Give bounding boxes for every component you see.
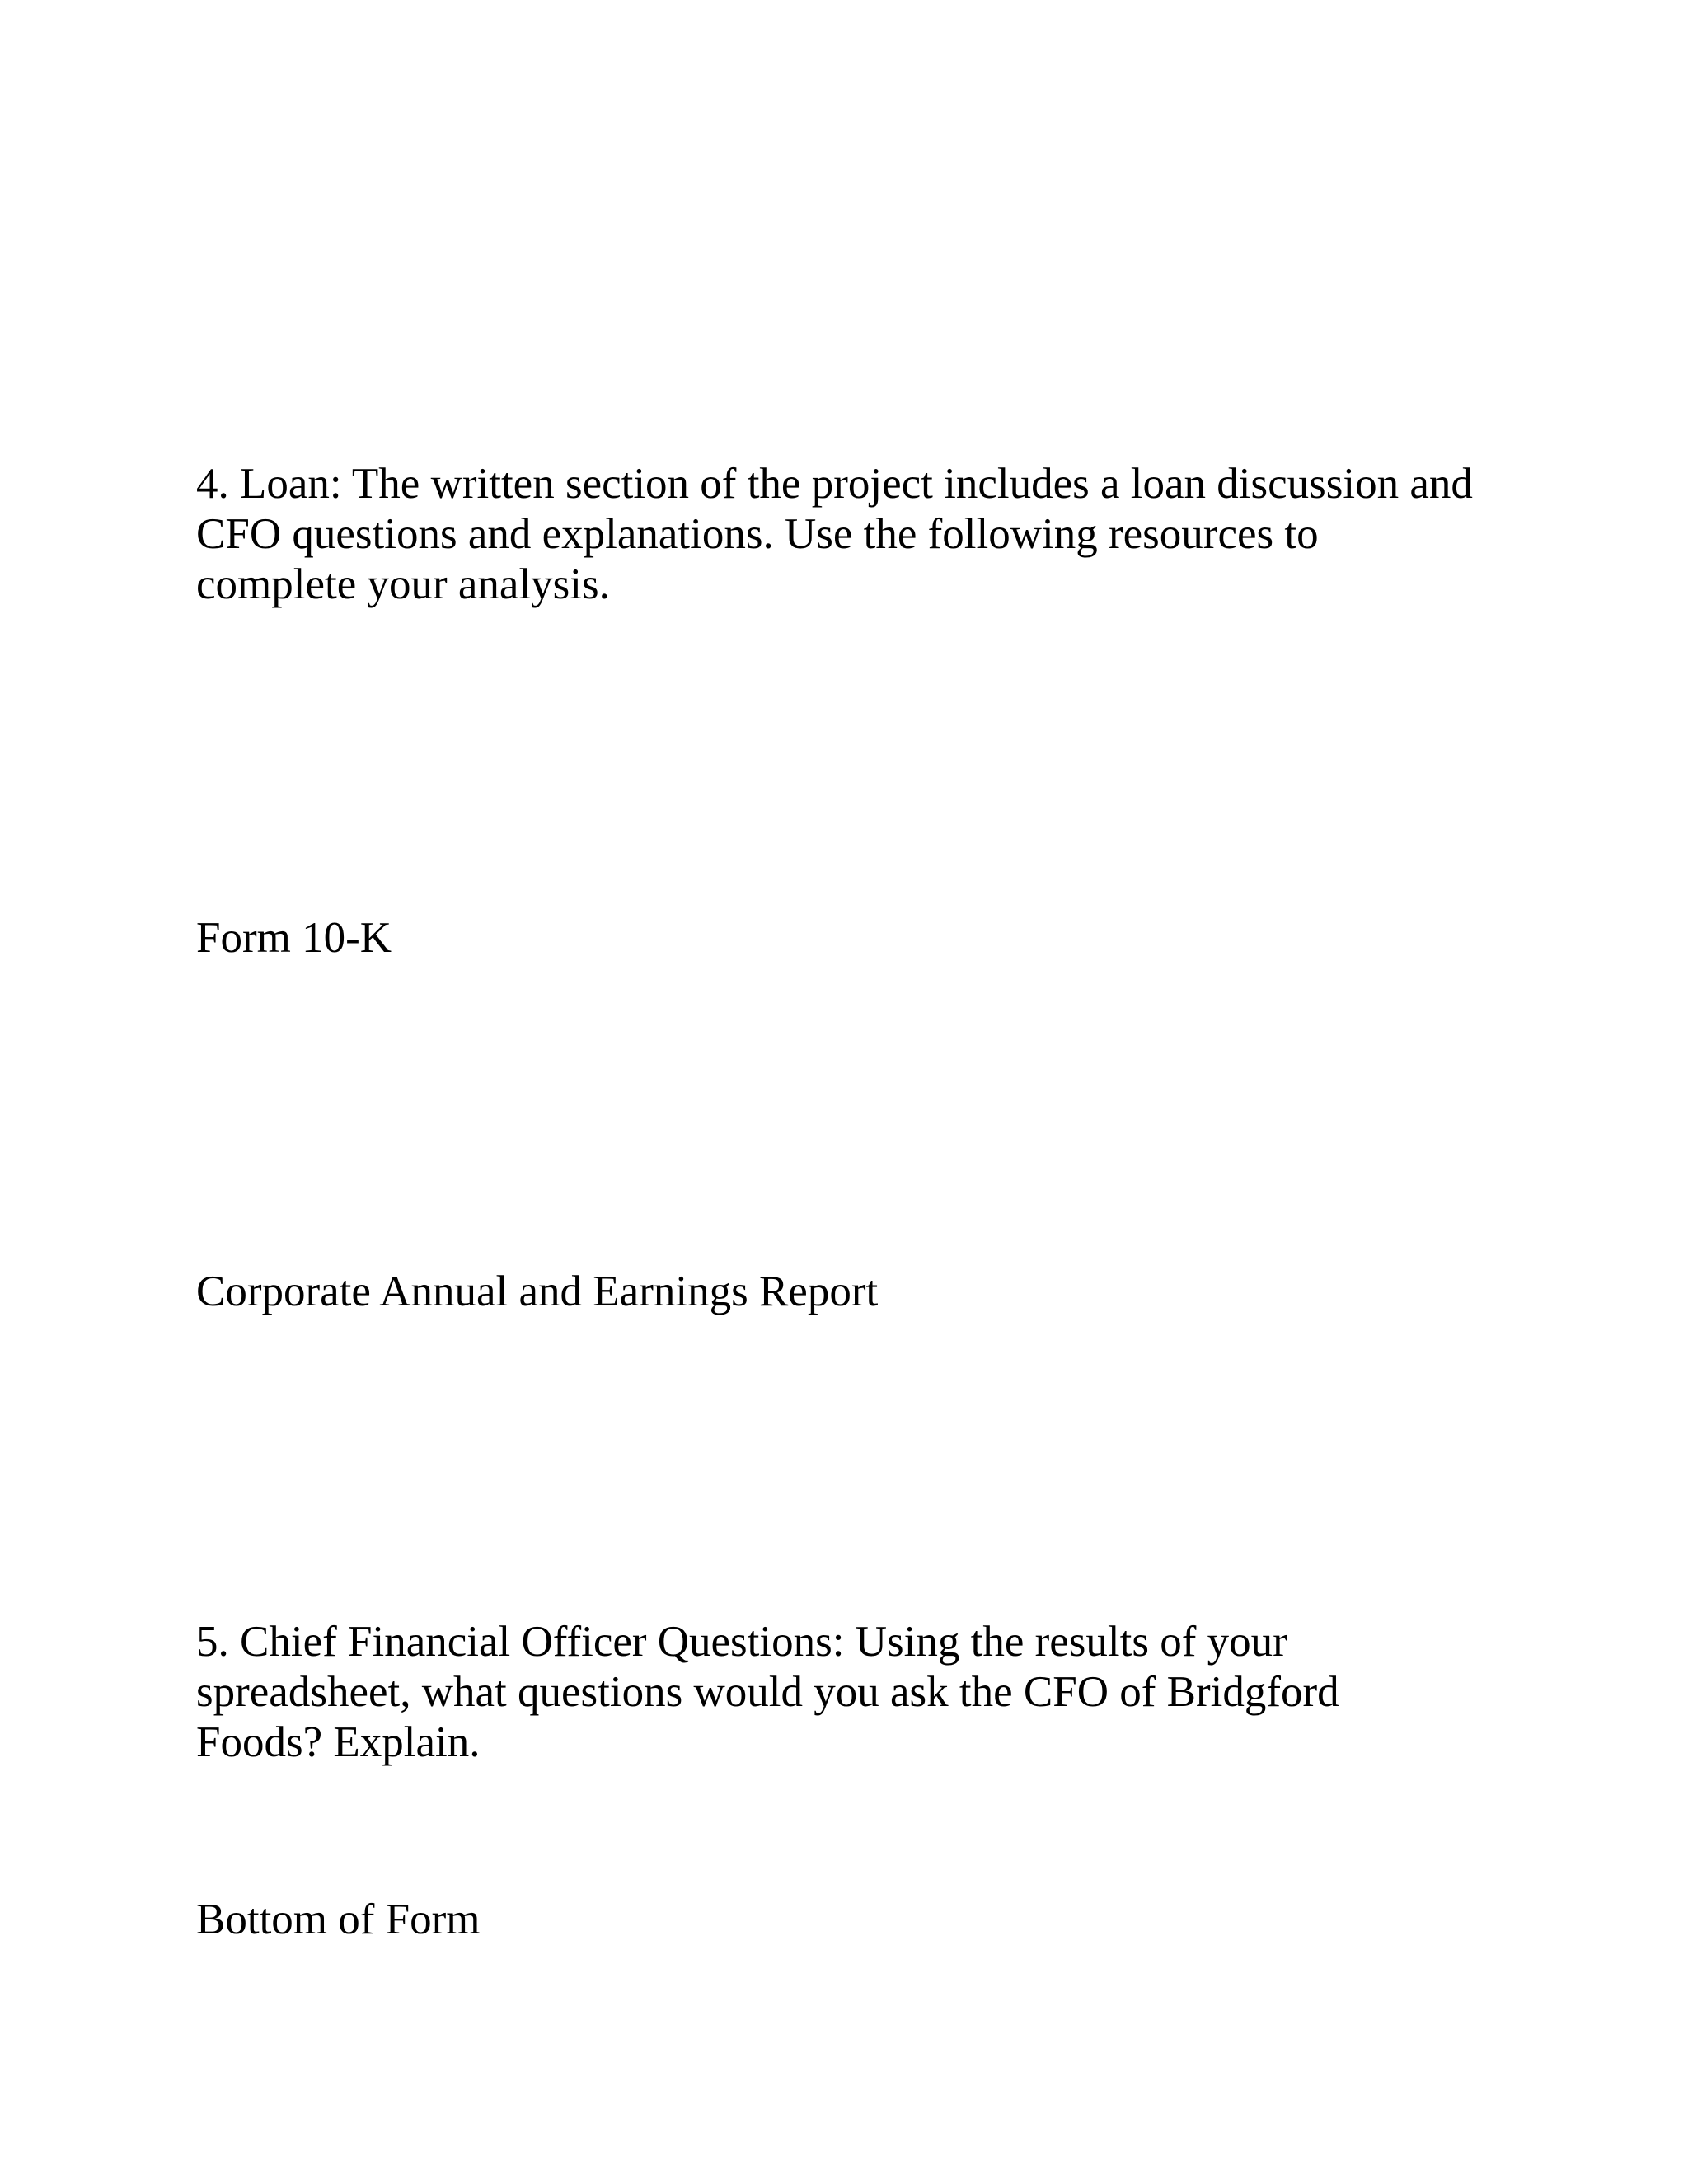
loan-paragraph-line-2: CFO questions and explanations. Use the following resources to [196,510,1319,558]
cfo-questions-line-1: 5. Chief Financial Officer Questions: Using the results of your [196,1618,1287,1666]
cfo-questions-line-2: spreadsheet, what questions would you ask the CFO of Bridgford [196,1668,1339,1716]
loan-paragraph-line-3: complete your analysis. [196,560,610,608]
cfo-questions-paragraph [196,1617,1339,1768]
loan-paragraph [196,459,1473,610]
bottom-of-form-label: Bottom of Form [196,1896,481,1943]
cfo-questions-line-3: Foods? Explain. [196,1718,481,1766]
loan-paragraph-line-1: 4. Loan: The written section of the project includes a loan discussion and [196,460,1473,508]
form-10k-resource: Form 10-K [196,914,392,962]
corporate-report-resource: Corporate Annual and Earnings Report [196,1268,879,1315]
